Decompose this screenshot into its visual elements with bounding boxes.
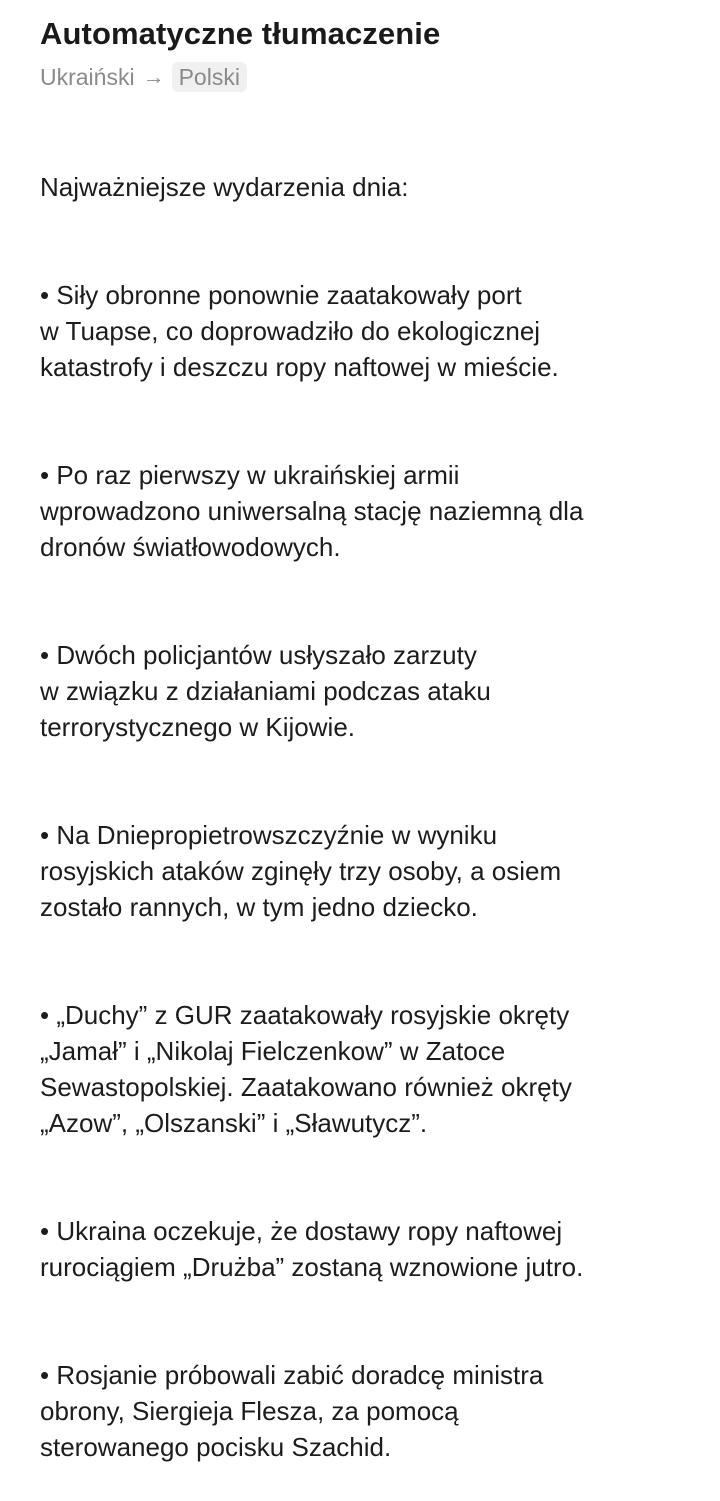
news-item: • Rosjanie próbowali zabić doradcę ministra obrony, Siergieja Flesza, za pomocą sterowanego pocisku Szachid. (40, 1360, 544, 1462)
news-item: • „Duchy” z GUR zaatakowały rosyjskie okręty „Jamał” i „Nikolaj Fielczenkow” w Zatoce Sewastopolskiej. Zaatakowano również okręty „Azow”, „Olszanski” i „Sławutycz”. (40, 1000, 572, 1138)
news-item: • Siły obronne ponownie zaatakowały port w Tuapse, co doprowadziło do ekologicznej katastrofy i deszczu ropy naftowej w mieście. (40, 280, 559, 382)
news-item: • Dwóch policjantów usłyszało zarzuty w związku z działaniami podczas ataku terrorystycznego w Kijowie. (40, 640, 491, 742)
language-selector-row (40, 61, 680, 93)
news-item: • Ukraina oczekuje, że dostawy ropy naftowej rurociągiem „Drużba” zostaną wznowione jutro. (40, 1216, 584, 1282)
translated-text (40, 133, 680, 1501)
source-language-label: Ukraiński (40, 63, 135, 90)
arrow-right-icon: → (142, 64, 165, 89)
news-item: • Na Dniepropietrowszczyźnie w wyniku rosyjskich ataków zginęły trzy osoby, a osiem zostało rannych, w tym jedno dziecko. (40, 820, 562, 922)
target-language-chip[interactable]: Polski (172, 62, 247, 92)
page-title: Automatyczne tłumaczenie (40, 16, 441, 51)
intro-paragraph: Najważniejsze wydarzenia dnia: (40, 172, 409, 202)
news-item: • Po raz pierwszy w ukraińskiej armii wprowadzono uniwersalną stację naziemną dla dronów światłowodowych. (40, 460, 584, 562)
